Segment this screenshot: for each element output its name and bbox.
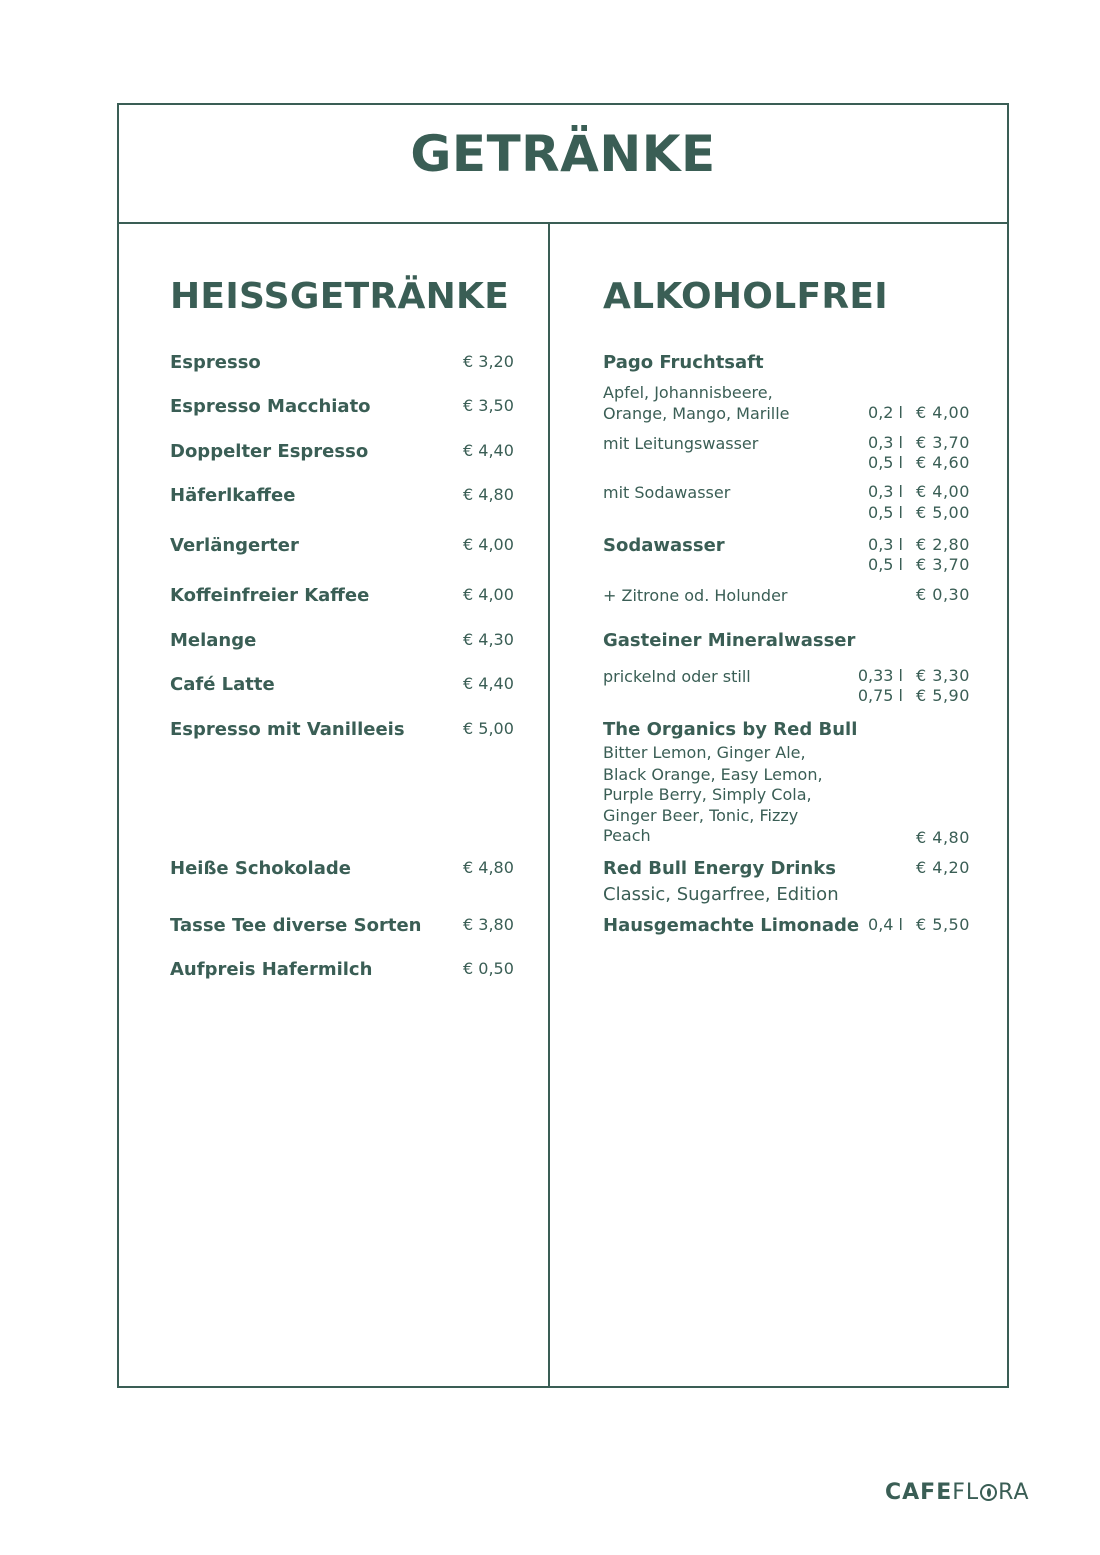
section-heading-cold: ALKOHOLFREI: [603, 276, 888, 317]
item-volume: 0,4 l: [868, 915, 903, 934]
menu-item-price: € 4,00: [916, 403, 970, 422]
item-description: Peach: [603, 826, 651, 845]
menu-item-name: Red Bull Energy Drinks: [603, 858, 836, 879]
menu-item-price: € 4,40: [463, 674, 514, 693]
flower-icon: [980, 1484, 997, 1501]
item-extra: + Zitrone od. Holunder: [603, 586, 788, 605]
item-description: Purple Berry, Simply Cola,: [603, 785, 812, 804]
menu-item-price: € 3,70: [916, 555, 970, 574]
item-volume: 0,3 l: [868, 535, 903, 554]
menu-item-name: Café Latte: [170, 674, 275, 695]
logo-text-cafe: CAFE: [885, 1480, 953, 1505]
menu-item-name: Aufpreis Hafermilch: [170, 959, 373, 980]
menu-item-price: € 4,80: [463, 858, 514, 877]
menu-item-name: Hausgemachte Limonade: [603, 915, 860, 936]
item-description: Bitter Lemon, Ginger Ale,: [603, 743, 806, 762]
header-divider: [117, 222, 1009, 224]
item-volume: 0,5 l: [868, 453, 903, 472]
cafe-flora-logo: [885, 1480, 1030, 1505]
menu-item-name: Häferlkaffee: [170, 485, 296, 506]
item-volume: 0,75 l: [857, 686, 903, 705]
menu-item-price: € 5,00: [463, 719, 514, 738]
menu-item-price: € 3,30: [916, 666, 970, 685]
menu-item-price: € 4,00: [463, 585, 514, 604]
menu-item-price: € 4,80: [463, 485, 514, 504]
menu-item-price: € 4,80: [916, 828, 970, 847]
section-heading-hot: HEISSGETRÄNKE: [170, 276, 510, 317]
menu-item-price: € 4,00: [916, 482, 970, 501]
logo-text-ra: RA: [998, 1480, 1030, 1505]
menu-item-name: Verlängerter: [170, 535, 299, 556]
menu-item-price: € 3,80: [463, 915, 514, 934]
menu-item-price: € 3,20: [463, 352, 514, 371]
item-volume: 0,3 l: [868, 433, 903, 452]
item-variant: mit Leitungswasser: [603, 434, 759, 453]
item-description: Black Orange, Easy Lemon,: [603, 765, 823, 784]
item-description: Apfel, Johannisbeere,: [603, 383, 773, 402]
menu-item-price: € 4,40: [463, 441, 514, 460]
item-description: Orange, Mango, Marille: [603, 404, 790, 423]
item-volume: 0,2 l: [868, 403, 903, 422]
item-volume: 0,5 l: [868, 555, 903, 574]
menu-item-name: Espresso: [170, 352, 261, 373]
item-description: Ginger Beer, Tonic, Fizzy: [603, 806, 799, 825]
item-volume: 0,5 l: [868, 503, 903, 522]
menu-item-price: € 5,90: [916, 686, 970, 705]
column-divider: [548, 222, 550, 1386]
menu-item-price: € 3,70: [916, 433, 970, 452]
menu-item-name: The Organics by Red Bull: [603, 719, 858, 740]
menu-item-name: Gasteiner Mineralwasser: [603, 630, 856, 651]
page-title: GETRÄNKE: [410, 125, 716, 183]
menu-item-price: € 4,00: [463, 535, 514, 554]
menu-item-name: Tasse Tee diverse Sorten: [170, 915, 422, 936]
item-volume: 0,3 l: [868, 482, 903, 501]
menu-item-name: Doppelter Espresso: [170, 441, 369, 462]
item-variant: prickelnd oder still: [603, 667, 751, 686]
menu-item-price: € 0,50: [463, 959, 514, 978]
menu-item-price: € 3,50: [463, 396, 514, 415]
menu-item-price: € 4,30: [463, 630, 514, 649]
menu-item-price: € 4,20: [916, 858, 970, 877]
menu-item-price: € 4,60: [916, 453, 970, 472]
menu-item-name: Espresso mit Vanilleeis: [170, 719, 405, 740]
item-variant: mit Sodawasser: [603, 483, 731, 502]
menu-item-name: Pago Fruchtsaft: [603, 352, 764, 373]
menu-item-name: Heiße Schokolade: [170, 858, 351, 879]
item-volume: 0,33 l: [857, 666, 903, 685]
item-description: Classic, Sugarfree, Edition: [603, 884, 839, 905]
menu-item-price: € 0,30: [916, 585, 970, 604]
menu-item-name: Espresso Macchiato: [170, 396, 371, 417]
menu-item-price: € 5,00: [916, 503, 970, 522]
menu-item-price: € 5,50: [916, 915, 970, 934]
menu-item-name: Melange: [170, 630, 257, 651]
menu-item-price: € 2,80: [916, 535, 970, 554]
menu-item-name: Koffeinfreier Kaffee: [170, 585, 370, 606]
menu-item-name: Sodawasser: [603, 535, 725, 556]
logo-text-fl: FL: [952, 1480, 980, 1505]
